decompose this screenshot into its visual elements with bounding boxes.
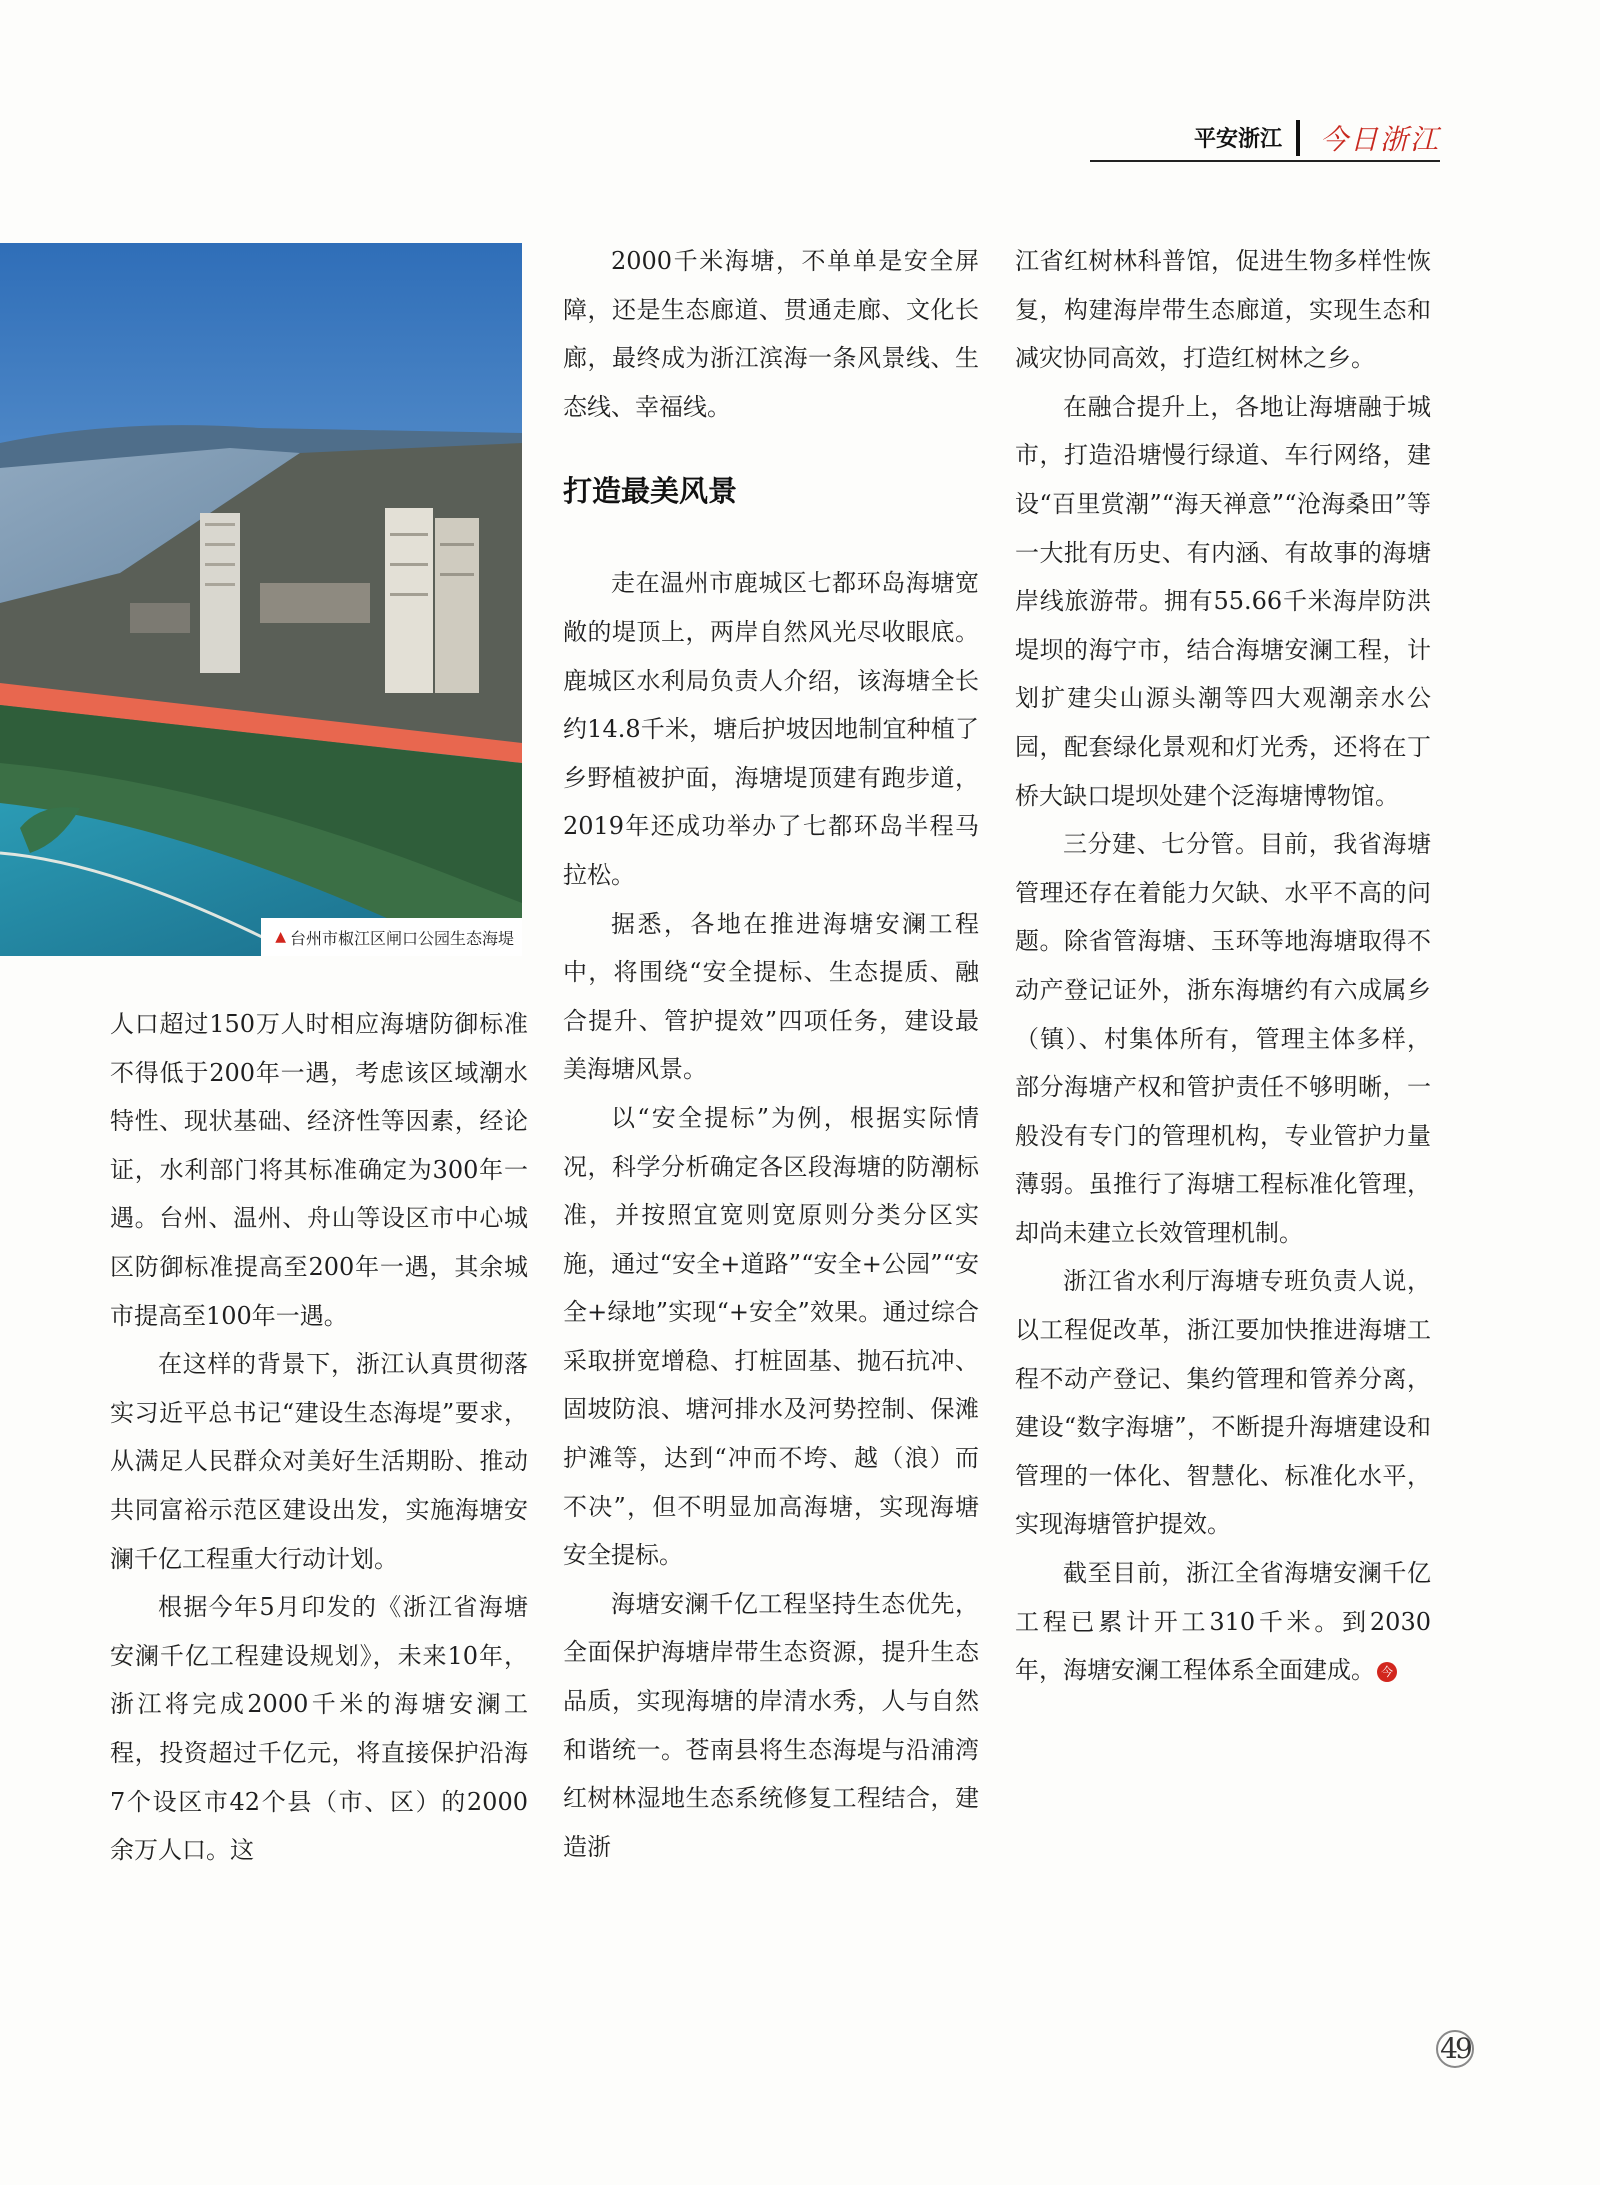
- caption-triangle-icon: ▲: [275, 929, 286, 945]
- caption-text: 台州市椒江区闸口公园生态海堤: [289, 928, 514, 948]
- paragraph: 根据今年5月印发的《浙江省海塘安澜千亿工程建设规划》，未来10年，浙江将完成2000千米的海塘安澜工程，投资超过千亿元，将直接保护沿海7个设区市42个县（市、区）的2000余万人口。这: [110, 1593, 528, 1865]
- article-end-icon: 今: [1377, 1662, 1397, 1682]
- paragraph: 人口超过150万人时相应海塘防御标准不得低于200年一遇，考虑该区域潮水特性、现状基础、经济性等因素，经论证，水利部门将其标准确定为300年一遇。台州、温州、舟山等设区市中心城区防御标准提高至200年一遇，其余城市提高至100年一遇。: [110, 1010, 528, 1330]
- paragraph: 在融合提升上，各地让海塘融于城市，打造沿塘慢行绿道、车行网络，建设“百里赏潮”“海天禅意”“沧海桑田”等一大批有历史、有内涵、有故事的海塘岸线旅游带。拥有55.66千米海岸防洪堤坝的海宁市，结合海塘安澜工程，计划扩建尖山源头潮等四大观潮亲水公园，配套绿化景观和灯光秀，还将在丁桥大缺口堤坝处建个泛海塘博物馆。: [1015, 392, 1431, 810]
- paragraph: 海塘安澜千亿工程坚持生态优先，全面保护海塘岸带生态资源，提升生态品质，实现海塘的岸清水秀，人与自然和谐统一。苍南县将生态海堤与沿浦湾红树林湿地生态系统修复工程结合，建造浙: [563, 1589, 979, 1861]
- paragraph: 据悉，各地在推进海塘安澜工程中，将围绕“安全提标、生态提质、融合提升、管护提效”四项任务，建设最美海塘风景。: [563, 909, 979, 1084]
- article-photo: [0, 243, 522, 956]
- photo-caption: [261, 918, 522, 956]
- text-column-3: [1015, 237, 1431, 1695]
- paragraph: 江省红树林科普馆，促进生物多样性恢复，构建海岸带生态廊道，实现生态和减灾协同高效，打造红树林之乡。: [1015, 247, 1431, 373]
- header-divider: [1296, 120, 1300, 156]
- section-heading: 打造最美风景: [563, 474, 738, 509]
- paragraph: 三分建、七分管。目前，我省海塘管理还存在着能力欠缺、水平不高的问题。除省管海塘、玉环等地海塘取得不动产登记证外，浙东海塘约有六成属乡（镇）、村集体所有，管理主体多样，部分海塘产权和管护责任不够明晰，一般没有专门的管理机构，专业管护力量薄弱。虽推行了海塘工程标准化管理，却尚未建立长效管理机制。: [1015, 830, 1431, 1247]
- magazine-logo: 今日浙江: [1319, 123, 1440, 156]
- header-section-title: 平安浙江: [1193, 127, 1282, 152]
- paragraph: 在这样的背景下，浙江认真贯彻落实习近平总书记“建设生态海堤”要求，从满足人民群众对美好生活期盼、推动共同富裕示范区建设出发，实施海塘安澜千亿工程重大行动计划。: [110, 1350, 528, 1573]
- paragraph: 浙江省水利厅海塘专班负责人说，以工程促改革，浙江要加快推进海塘工程不动产登记、集约管理和管养分离，建设“数字海塘”，不断提升海塘建设和管理的一体化、智慧化、标准化水平，实现海塘管护提效。: [1015, 1267, 1431, 1539]
- text-column-2: [563, 237, 979, 1871]
- header-rule: [1090, 160, 1440, 162]
- final-paragraph-text: 截至目前，浙江全省海塘安澜千亿工程已累计开工310千米。到2030年，海塘安澜工程体系全面建成。: [1015, 1559, 1431, 1685]
- paragraph: 2000千米海塘，不单单是安全屏障，还是生态廊道、贯通走廊、文化长廊，最终成为浙江滨海一条风景线、生态线、幸福线。: [563, 247, 979, 421]
- paragraph-final: [1015, 1549, 1431, 1695]
- page-number: 49: [1436, 2030, 1474, 2068]
- paragraph: 走在温州市鹿城区七都环岛海塘宽敞的堤顶上，两岸自然风光尽收眼底。鹿城区水利局负责人介绍，该海塘全长约14.8千米，塘后护坡因地制宜种植了乡野植被护面，海塘堤顶建有跑步道，2019年还成功举办了七都环岛半程马拉松。: [563, 569, 979, 889]
- text-column-1: [110, 1000, 528, 1875]
- photo-illustration: [0, 243, 522, 956]
- paragraph: 以“安全提标”为例，根据实际情况，科学分析确定各区段海塘的防潮标准，并按照宜宽则宽原则分类分区实施，通过“安全+道路”“安全+公园”“安全+绿地”实现“+安全”效果。通过综合采取拼宽增稳、打桩固基、抛石抗冲、固坡防浪、塘河排水及河势控制、保滩护滩等，达到“冲而不垮、越（浪）而不决”，但不明显加高海塘，实现海塘安全提标。: [563, 1103, 979, 1570]
- page-header: [1090, 118, 1440, 162]
